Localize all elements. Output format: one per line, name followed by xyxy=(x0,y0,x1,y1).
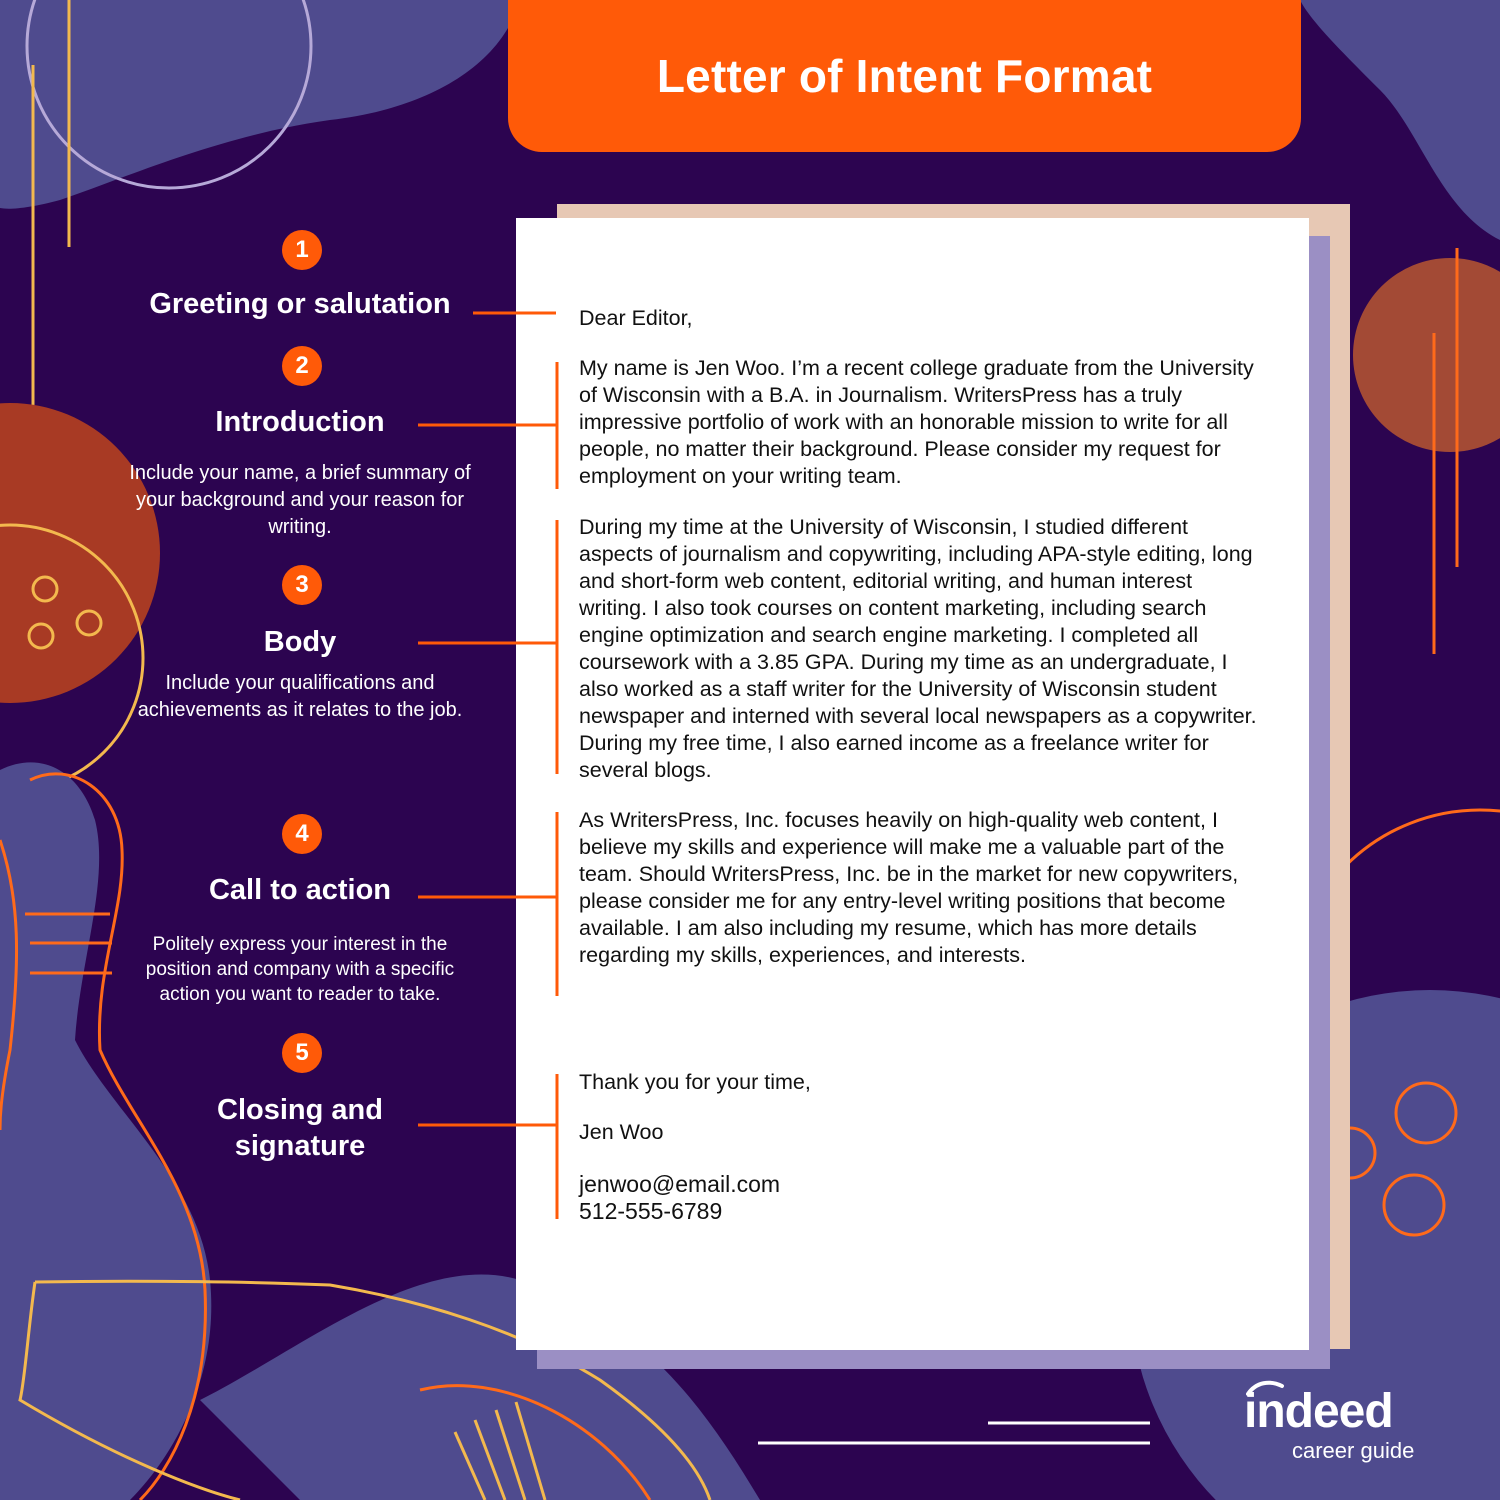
letter-signature: Jen Woo xyxy=(579,1120,664,1144)
step-2-title: Introduction xyxy=(215,406,385,438)
letter-body: During my time at the University of Wisconsin, I studied different aspects of journalism and copywriting, including APA-style editing, long and short-form web content, editorial writing, and human interest writing. I also took courses on content marketing, including search engine optimization and search engine marketing. I completed all coursework with a 3.85 GPA. During my time as an undergraduate, I also worked as a staff writer for the University of Wisconsin student newspaper and interned with several local newspapers as a copywriter. During my free time, I also earned income as a freelance writer for several blogs. xyxy=(579,515,1257,782)
step-5-title: Closing and signature xyxy=(217,1094,383,1162)
step-3-description: Include your qualifications and achievements as it relates to the job. xyxy=(137,672,463,721)
step-3-title: Body xyxy=(263,626,337,658)
step-2-badge: 2 xyxy=(282,346,322,386)
step-1-title: Greeting or salutation xyxy=(149,288,451,320)
step-4-description: Politely express your interest in the position and company with a specific action you want to reader to take. xyxy=(145,934,455,1005)
step-4-badge: 4 xyxy=(282,814,322,854)
letter-greeting: Dear Editor, xyxy=(579,306,693,330)
step-5-badge: 5 xyxy=(282,1033,322,1073)
letter-call-to-action: As WritersPress, Inc. focuses heavily on high-quality web content, I believe my skills and experience will make me a valuable part of the team. Should WritersPress, Inc. be in the market for new copywriters, please consider me for any entry-level writing positions that become available. I am also including my resume, which has more details regarding my skills, experiences, and interests. xyxy=(579,808,1239,967)
logo-subtitle: career guide xyxy=(1292,1438,1415,1463)
letter-introduction: My name is Jen Woo. I’m a recent college graduate from the University of Wisconsin with a B.A. in Journalism. WritersPress has a truly impressive portfolio of work with an honorable mission to write for all people, no matter their background. Please consider my request for employment on your writing team. xyxy=(579,356,1254,488)
letter-email: jenwoo@email.com xyxy=(579,1171,781,1197)
letter-phone: 512-555-6789 xyxy=(579,1198,723,1224)
letter-closing: Thank you for your time, xyxy=(579,1070,811,1094)
step-4-title: Call to action xyxy=(208,874,392,906)
page-title: Letter of Intent Format xyxy=(656,50,1153,102)
step-3-badge: 3 xyxy=(282,565,322,605)
indeed-logo: indeed xyxy=(1244,1385,1393,1438)
step-2-description: Include your name, a brief summary of your background and your reason for writing. xyxy=(129,462,471,538)
step-1-badge: 1 xyxy=(282,230,322,270)
